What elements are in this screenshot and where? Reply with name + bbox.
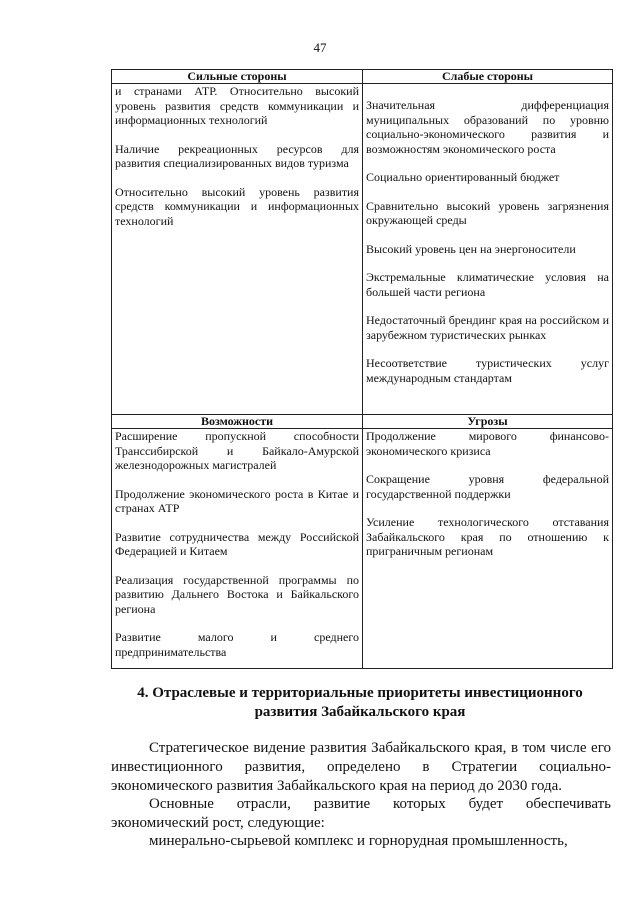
weakness-item: Значительная дифференциация муниципальных образований по уровню социально-экономического развития и возможностям экономического роста — [366, 98, 609, 156]
body-paragraph: Стратегическое видение развития Забайкальского края, в том числе его инвестиционного развития, определено в Стратегии социально-экономического развития Забайкальского края на период до 2030 года. — [111, 740, 611, 794]
section-heading: 4. Отраслевые и территориальные приоритеты инвестиционного развития Забайкальского края — [137, 685, 583, 720]
opportunity-item: Продолжение экономического роста в Китае и странах АТР — [115, 486, 359, 515]
weaknesses-header: Слабые стороны — [363, 70, 613, 84]
threats-header: Угрозы — [363, 415, 613, 429]
threat-item: Сокращение уровня федеральной государственной поддержки — [366, 472, 609, 501]
strength-item: Наличие рекреационных ресурсов для развития специализированных видов туризма — [115, 141, 359, 170]
weakness-item: Недостаточный брендинг края на российском и зарубежном туристических рынках — [366, 313, 609, 342]
opportunity-item: Расширение пропускной способности Транссибирской и Байкало-Амурской железнодорожных магистралей — [115, 429, 359, 472]
strengths-cell — [112, 84, 363, 415]
weakness-item: Сравнительно высокий уровень загрязнения окружающей среды — [366, 198, 609, 227]
weakness-item: Экстремальные климатические условия на большей части региона — [366, 270, 609, 299]
threats-cell — [363, 429, 613, 669]
body-paragraph: минерально-сырьевой комплекс и горнорудная промышленность, — [149, 833, 568, 849]
strengths-header: Сильные стороны — [112, 70, 363, 84]
page-number: 47 — [313, 40, 327, 55]
weakness-item: Несоответствие туристических услуг международным стандартам — [366, 356, 609, 385]
opportunity-item: Реализация государственной программы по развитию Дальнего Востока и Байкальского региона — [115, 572, 359, 616]
strength-item: и странами АТР. Относительно высокий уровень развития средств коммуникации и информационных технологий — [115, 84, 359, 127]
opportunity-item: Развитие малого и среднего предпринимательства — [115, 630, 359, 659]
weakness-item: Высокий уровень цен на энергоносители — [366, 241, 576, 256]
strength-item: Относительно высокий уровень развития средств коммуникации и информационных технологий — [115, 184, 359, 228]
opportunity-item: Развитие сотрудничества между Российской Федерацией и Китаем — [115, 529, 359, 558]
weaknesses-cell — [363, 84, 613, 415]
threat-item: Усиление технологического отставания Забайкальского края по отношению к приграничным регионам — [366, 515, 609, 558]
threat-item: Продолжение мирового финансово-экономического кризиса — [366, 429, 609, 458]
swot-table — [111, 69, 613, 669]
body-paragraph: Основные отрасли, развитие которых будет обеспечивать экономический рост, следующие: — [111, 796, 611, 831]
opportunities-cell — [112, 429, 363, 669]
weakness-item: Социально ориентированный бюджет — [366, 170, 560, 184]
opportunities-header: Возможности — [112, 415, 363, 429]
